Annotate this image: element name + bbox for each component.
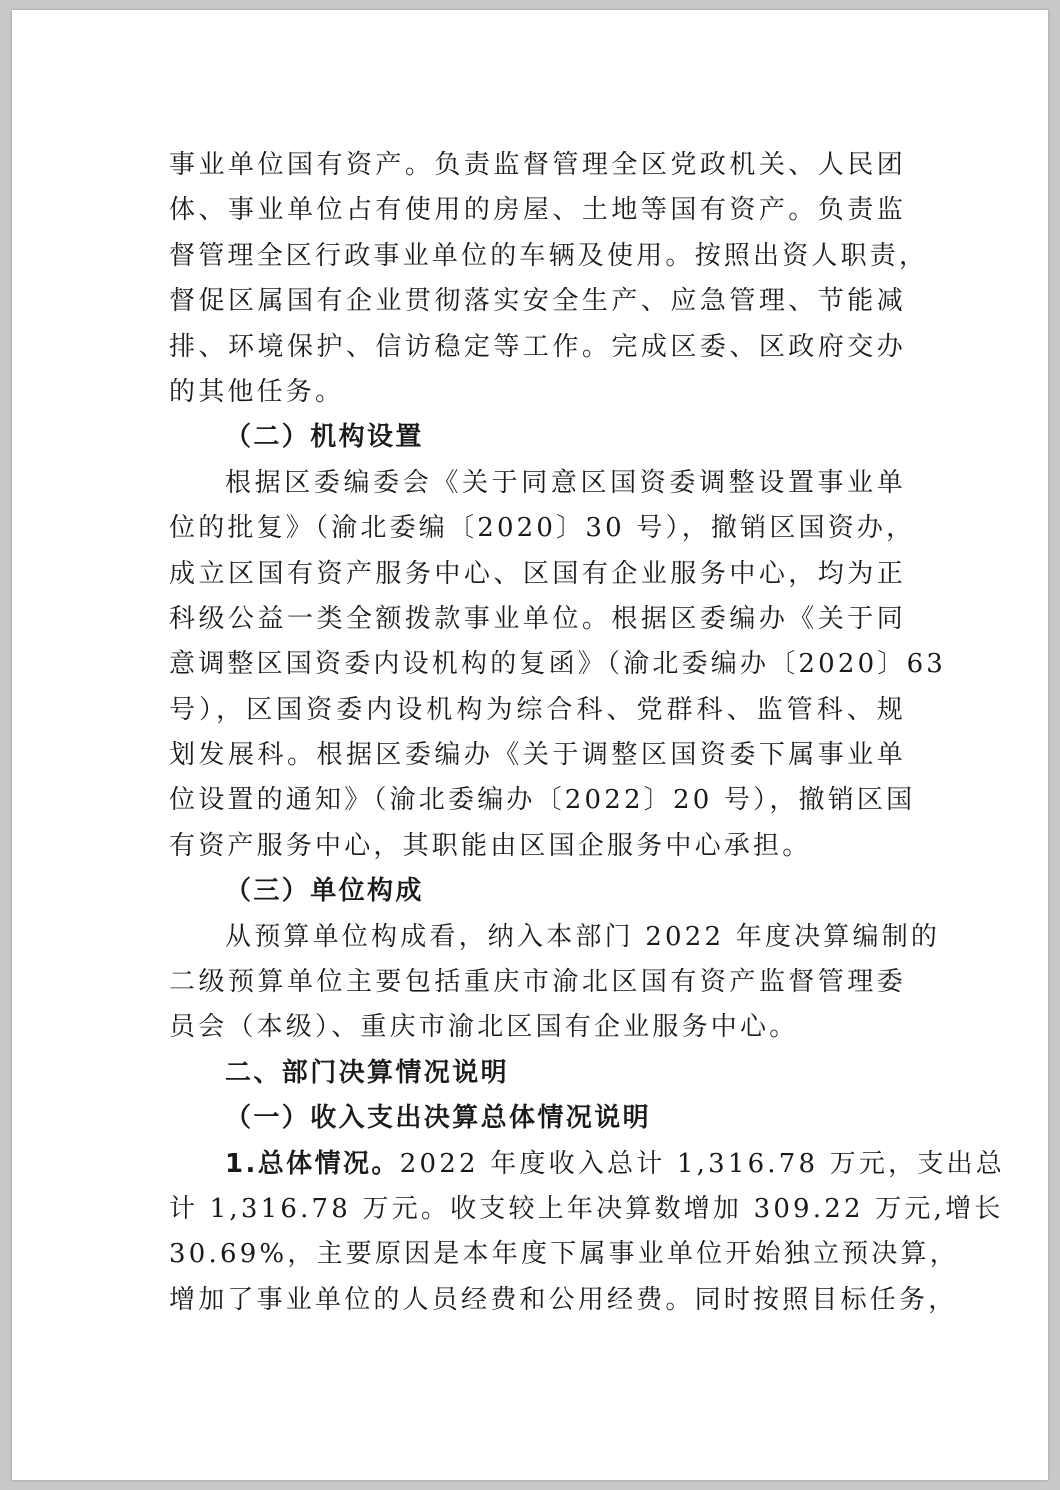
- paragraph-line: 划发展科。根据区委编办《关于调整区国资委下属事业单: [169, 740, 906, 771]
- chapter-heading-final-accounts: 二、部门决算情况说明: [225, 1057, 510, 1088]
- paragraph-line: 督管理全区行政事业单位的车辆及使用。按照出资人职责，: [169, 240, 929, 271]
- paragraph-line: 事业单位国有资产。负责监督管理全区党政机关、人民团: [169, 150, 906, 180]
- paragraph-line: 二级预算单位主要包括重庆市渝北区国有资产监督管理委: [169, 967, 906, 998]
- run-in-heading-overall: 1.总体情况。: [225, 1148, 400, 1179]
- paragraph-text: 2022 年度收入总计 1,316.78 万元，支出总: [399, 1148, 1005, 1179]
- paragraph-line: 计 1,316.78 万元。收支较上年决算数增加 309.22 万元,增长: [169, 1193, 1004, 1224]
- paragraph-line: 的其他任务。: [169, 376, 345, 407]
- paragraph-line: 排、环境保护、信访稳定等工作。完成区委、区政府交办: [169, 331, 906, 362]
- document-body: [169, 143, 1005, 1323]
- paragraph-line: [169, 1142, 1005, 1187]
- paragraph-line: 成立区国有资产服务中心、区国有企业服务中心，均为正: [169, 558, 906, 589]
- paragraph-line: 员会（本级）、重庆市渝北区国有企业服务中心。: [169, 1012, 799, 1043]
- paragraph-line: 位设置的通知》（渝北委编办〔2022〕20 号），撤销区国: [169, 785, 916, 816]
- paragraph-line: 位的批复》（渝北委编〔2020〕30 号），撤销区国资办，: [169, 513, 916, 544]
- paragraph-line: 科级公益一类全额拨款事业单位。根据区委编办《关于同: [169, 603, 906, 634]
- paragraph-line: 意调整区国资委内设机构的复函》（渝北委编办〔2020〕63: [169, 649, 947, 680]
- section-heading-org-setup: （二）机构设置: [225, 422, 424, 453]
- section-heading-income-expenditure: （一）收入支出决算总体情况说明: [225, 1103, 652, 1134]
- paragraph-line: 督促区属国有企业贯彻落实安全生产、应急管理、节能减: [169, 286, 906, 317]
- paragraph-line: 根据区委编委会《关于同意区国资委调整设置事业单: [225, 467, 906, 498]
- paragraph-line: 体、事业单位占有使用的房屋、土地等国有资产。负责监: [169, 195, 906, 226]
- paragraph-line: 有资产服务中心，其职能由区国企服务中心承担。: [169, 830, 812, 861]
- paragraph-line: 增加了事业单位的人员经费和公用经费。同时按照目标任务，: [169, 1284, 958, 1315]
- paragraph-line: 30.69%，主要原因是本年度下属事业单位开始独立预决算，: [169, 1239, 959, 1270]
- document-page: [12, 10, 1048, 1480]
- paragraph-line: 从预算单位构成看，纳入本部门 2022 年度决算编制的: [225, 921, 941, 952]
- paragraph-line: 号），区国资委内设机构为综合科、党群科、监管科、规: [169, 694, 906, 725]
- section-heading-unit-composition: （三）单位构成: [225, 876, 424, 907]
